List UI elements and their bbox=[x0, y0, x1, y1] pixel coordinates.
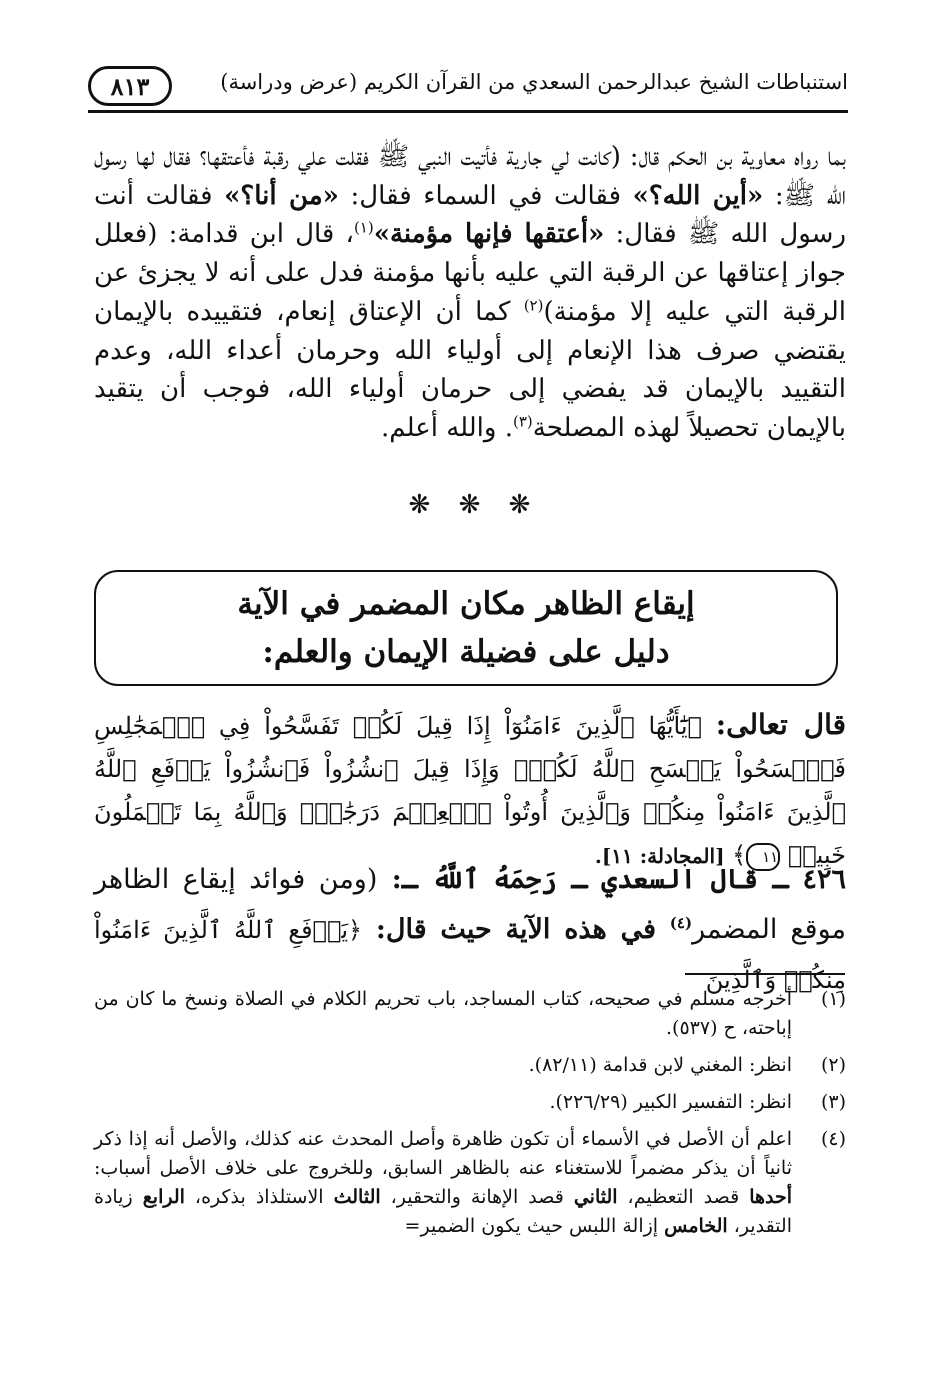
ayah-number-icon: ١١ bbox=[746, 843, 780, 871]
hadith-quote: «أين الله؟» bbox=[632, 180, 764, 211]
verse-reference: [المجادلة: ١١]. bbox=[594, 844, 725, 868]
footnote-ref[interactable]: (٢) bbox=[523, 296, 544, 315]
footnote-text: قصد الإهانة والتحقير، bbox=[380, 1186, 574, 1208]
footnote-text: قصد التعظيم، bbox=[617, 1186, 750, 1208]
section-title-line-2: دليل على فضيلة الإيمان والعلم: bbox=[262, 634, 670, 670]
running-title: استنباطات الشيخ عبدالرحمن السعدي من القرآن الكريم (عرض ودراسة) bbox=[220, 70, 848, 94]
entry-head: ٤٢٦ ـ قال السعدي ـ رَحِمَهُ ٱللَّهُ ـ: bbox=[391, 864, 846, 895]
footnote-number: (١) bbox=[820, 988, 846, 1010]
footnote bbox=[94, 985, 846, 1043]
footnote-text: إزالة اللبس حيث يكون الضمير= bbox=[404, 1215, 665, 1237]
body-text: ، قال ابن قدامة: (فعلل جواز إعتاقها عن الرقبة التي عليه بأنها مؤمنة فدل على أنه لا يجزئ عن الرقبة التي عليه إلا مؤمنة) bbox=[94, 219, 846, 327]
footnote-ref[interactable]: (٤) bbox=[669, 914, 693, 932]
body-text: فقالت أنت رسول الله ﷺ فقال: bbox=[94, 180, 846, 250]
footnote bbox=[94, 1125, 846, 1241]
footnote-emphasis: أحدها bbox=[749, 1186, 792, 1208]
footnote-number: (٤) bbox=[820, 1128, 846, 1150]
footnote-number: (٢) bbox=[820, 1054, 846, 1076]
section-separator: ❋ ❋ ❋ bbox=[408, 490, 541, 520]
verse-text: ﴿يَٰٓأَيُّهَا ٱلَّذِينَ ءَامَنُوٓاْ إِذَا قِيلَ لَكُمۡ تَفَسَّحُواْ فِي ٱلۡمَجَٰلِسِ فَٱفۡسَحُواْ يَفۡسَحِ ٱللَّهُ لَكُمۡۖ وَإِذَا قِيلَ ٱنشُزُواْ فَٱنشُزُواْ يَرۡفَعِ ٱللَّهُ ٱلَّذِينَ ءَامَنُواْ مِنكُمۡ وَٱلَّذِينَ أُوتُواْ ٱلۡعِلۡمَ دَرَجَٰتٖۚ وَٱللَّهُ بِمَا تَعۡمَلُونَ خَبِيرٞ bbox=[94, 712, 846, 869]
hadith-quote: «أعتقها فإنها مؤمنة» bbox=[373, 219, 605, 250]
verse-lead: قال تعالى: bbox=[715, 708, 846, 741]
footnote-emphasis: الثاني bbox=[573, 1186, 618, 1208]
body-paragraph bbox=[94, 138, 846, 448]
footnote-text: زيادة التقدير، bbox=[94, 1186, 792, 1237]
entry-verse: ﴿يَرۡفَعِ ٱللَّهُ ٱلَّذِينَ ءَامَنُواْ مِنكُمۡ وَٱلَّذِينَ bbox=[94, 916, 846, 994]
footnote-text: أخرجه مسلم في صحيحه، كتاب المساجد، باب تحريم الكلام في الصلاة ونسخ ما كان من إباحته، ح (٥٣٧). bbox=[94, 988, 792, 1039]
body-text: كما أن الإعتاق إنعام، فتقييده بالإيمان يقتضي صرف هذا الإنعام إلى أولياء الله وحرمان أعداء الله، وعدم التقييد بالإيمان قد يفضي إلى حرمان أولياء الله، فوجب أن يتقيد بالإيمان تحصيلاً لهذه المصلحة bbox=[94, 296, 846, 443]
footnote-number: (٣) bbox=[820, 1091, 846, 1113]
footnote-emphasis: الخامس bbox=[664, 1215, 728, 1237]
section-title-line-1: إيقاع الظاهر مكان المضمر في الآية bbox=[237, 586, 695, 622]
entry-text: في هذه الآية حيث قال: bbox=[375, 914, 670, 945]
page-number: ٨١٣ bbox=[88, 66, 172, 106]
footnote-emphasis: الرابع bbox=[142, 1186, 185, 1208]
body-text: فقالت في السماء فقال: bbox=[350, 180, 622, 211]
footnote-ref[interactable]: (١) bbox=[353, 218, 374, 237]
page-header bbox=[88, 62, 848, 113]
footnote-text: انظر: المغني لابن قدامة (٨٢/١١). bbox=[528, 1054, 792, 1076]
body-text: . والله أعلم. bbox=[381, 412, 513, 443]
verse-end: ﴾ bbox=[732, 841, 747, 869]
entry-text: (ومن فوائد إيقاع الظاهر موقع المضمر bbox=[94, 864, 847, 945]
footnote-emphasis: الثالث bbox=[333, 1186, 381, 1208]
footnote-divider bbox=[685, 973, 845, 975]
footnote-ref[interactable]: (٣) bbox=[513, 412, 533, 431]
footnote-text: انظر: التفسير الكبير (٢٢٦/٢٩). bbox=[549, 1091, 792, 1113]
footnote bbox=[94, 1051, 846, 1080]
section-heading-box bbox=[94, 570, 838, 686]
footnote-text: الاستلذاذ بذكره، bbox=[184, 1186, 334, 1208]
hadith-quote: «من أنا؟» bbox=[224, 180, 339, 211]
footnote-text: اعلم أن الأصل في الأسماء أن تكون ظاهرة وأصل المحدث عنه كذلك، والأصل أنه إذا ذكر ثانياً أن يذكر مضمراً للاستغناء عنه بالظاهر السابق، وللخروج على خلاف الأصل أسباب: bbox=[94, 1128, 792, 1179]
entry-426 bbox=[94, 855, 846, 1005]
footnotes bbox=[94, 985, 846, 1249]
quran-verse-block bbox=[94, 703, 846, 878]
body-text: بما رواه معاوية بن الحكم قال: (كانت لي جارية فأتيت النبي ﷺ فقلت علي رقبة فأعتقها؟ فقال لها رسول الله ﷺ: bbox=[94, 142, 847, 211]
footnote bbox=[94, 1088, 846, 1117]
